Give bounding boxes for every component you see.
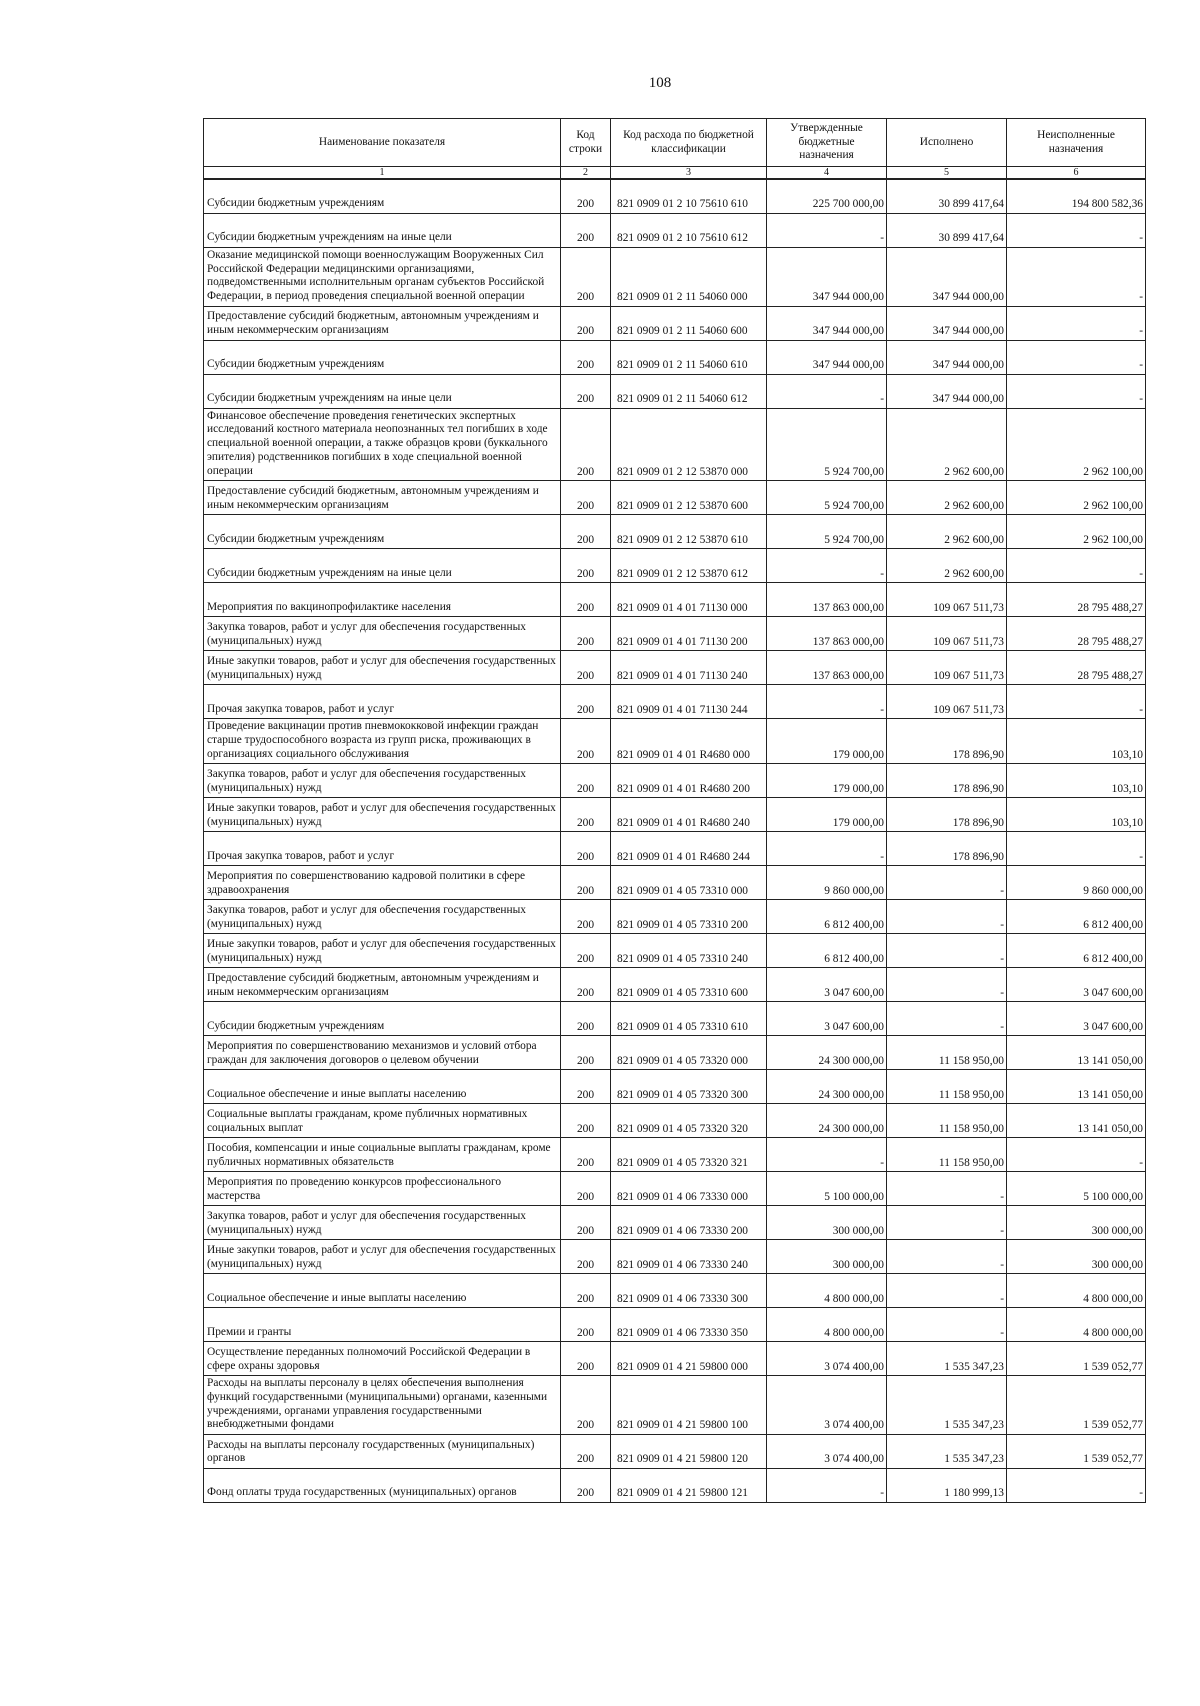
row-executed: 109 067 511,73 [887, 685, 1007, 719]
row-approved: - [767, 214, 887, 248]
row-code: 200 [561, 685, 611, 719]
row-kbk: 821 0909 01 4 01 71130 240 [611, 651, 767, 685]
table-row [204, 719, 1146, 764]
row-executed: 2 962 600,00 [887, 515, 1007, 549]
table-row [204, 408, 1146, 480]
row-approved: 3 074 400,00 [767, 1435, 887, 1469]
row-executed: 178 896,90 [887, 719, 1007, 764]
table-row [204, 1206, 1146, 1240]
row-name: Финансовое обеспечение проведения генетических экспертных исследований костного материала неопознанных тел погибших в ходе специальной военной операции, а также образцов крови (буккального эпителия) родственников погибших в ходе специальной военной операции [204, 408, 561, 480]
row-kbk: 821 0909 01 4 05 73320 320 [611, 1104, 767, 1138]
row-executed: 11 158 950,00 [887, 1036, 1007, 1070]
row-name: Предоставление субсидий бюджетным, автономным учреждениям и иным некоммерческим организациям [204, 481, 561, 515]
table-row [204, 685, 1146, 719]
row-executed: 30 899 417,64 [887, 179, 1007, 214]
row-unexecuted: 28 795 488,27 [1007, 583, 1146, 617]
row-unexecuted: 2 962 100,00 [1007, 515, 1146, 549]
table-row [204, 968, 1146, 1002]
row-code: 200 [561, 1469, 611, 1503]
row-unexecuted: 13 141 050,00 [1007, 1036, 1146, 1070]
row-unexecuted: 103,10 [1007, 719, 1146, 764]
table-row [204, 515, 1146, 549]
table-row [204, 1435, 1146, 1469]
row-approved: 6 812 400,00 [767, 934, 887, 968]
row-unexecuted: 1 539 052,77 [1007, 1342, 1146, 1376]
header-code: Код строки [561, 119, 611, 167]
column-number: 2 [561, 167, 611, 180]
row-kbk: 821 0909 01 2 12 53870 612 [611, 549, 767, 583]
row-executed: - [887, 866, 1007, 900]
row-approved: 179 000,00 [767, 764, 887, 798]
row-code: 200 [561, 1002, 611, 1036]
row-name: Фонд оплаты труда государственных (муниципальных) органов [204, 1469, 561, 1503]
table-row [204, 1308, 1146, 1342]
row-executed: 347 944 000,00 [887, 340, 1007, 374]
row-unexecuted: - [1007, 248, 1146, 307]
row-name: Субсидии бюджетным учреждениям на иные цели [204, 214, 561, 248]
row-code: 200 [561, 214, 611, 248]
table-row [204, 1138, 1146, 1172]
row-unexecuted: 4 800 000,00 [1007, 1308, 1146, 1342]
row-name: Социальное обеспечение и иные выплаты населению [204, 1274, 561, 1308]
row-code: 200 [561, 617, 611, 651]
row-code: 200 [561, 934, 611, 968]
row-kbk: 821 0909 01 4 05 73310 240 [611, 934, 767, 968]
row-name: Иные закупки товаров, работ и услуг для обеспечения государственных (муниципальных) нужд [204, 934, 561, 968]
row-code: 200 [561, 1104, 611, 1138]
table-row [204, 1274, 1146, 1308]
header-approved: Утвержденные бюджетные назначения [767, 119, 887, 167]
row-code: 200 [561, 1172, 611, 1206]
row-code: 200 [561, 408, 611, 480]
row-name: Закупка товаров, работ и услуг для обеспечения государственных (муниципальных) нужд [204, 1206, 561, 1240]
table-row [204, 1240, 1146, 1274]
row-kbk: 821 0909 01 4 01 R4680 000 [611, 719, 767, 764]
row-approved: 179 000,00 [767, 719, 887, 764]
row-unexecuted: 300 000,00 [1007, 1240, 1146, 1274]
row-executed: 109 067 511,73 [887, 583, 1007, 617]
row-code: 200 [561, 515, 611, 549]
row-unexecuted: 1 539 052,77 [1007, 1376, 1146, 1435]
row-name: Субсидии бюджетным учреждениям на иные цели [204, 549, 561, 583]
table-row [204, 1376, 1146, 1435]
row-name: Социальные выплаты гражданам, кроме публичных нормативных социальных выплат [204, 1104, 561, 1138]
column-number: 5 [887, 167, 1007, 180]
table-row [204, 1104, 1146, 1138]
row-approved: 3 047 600,00 [767, 968, 887, 1002]
row-approved: 6 812 400,00 [767, 900, 887, 934]
column-number: 1 [204, 167, 561, 180]
row-unexecuted: - [1007, 340, 1146, 374]
row-unexecuted: 1 539 052,77 [1007, 1435, 1146, 1469]
row-unexecuted: 103,10 [1007, 798, 1146, 832]
row-name: Субсидии бюджетным учреждениям [204, 515, 561, 549]
row-unexecuted: 2 962 100,00 [1007, 481, 1146, 515]
row-name: Проведение вакцинации против пневмококковой инфекции граждан старше трудоспособного возраста из групп риска, проживающих в организациях социального обслуживания [204, 719, 561, 764]
row-executed: - [887, 934, 1007, 968]
row-unexecuted: 194 800 582,36 [1007, 179, 1146, 214]
table-row [204, 549, 1146, 583]
row-code: 200 [561, 1435, 611, 1469]
row-executed: 11 158 950,00 [887, 1070, 1007, 1104]
row-name: Иные закупки товаров, работ и услуг для обеспечения государственных (муниципальных) нужд [204, 1240, 561, 1274]
table-row [204, 798, 1146, 832]
row-approved: 4 800 000,00 [767, 1308, 887, 1342]
row-kbk: 821 0909 01 2 12 53870 600 [611, 481, 767, 515]
row-unexecuted: 28 795 488,27 [1007, 617, 1146, 651]
row-approved: - [767, 832, 887, 866]
row-approved: - [767, 685, 887, 719]
row-code: 200 [561, 1070, 611, 1104]
row-executed: 178 896,90 [887, 832, 1007, 866]
row-code: 200 [561, 1206, 611, 1240]
row-kbk: 821 0909 01 4 05 73310 600 [611, 968, 767, 1002]
row-name: Мероприятия по вакцинопрофилактике населения [204, 583, 561, 617]
row-name: Расходы на выплаты персоналу в целях обеспечения выполнения функций государственными (муниципальными) органами, казенными учреждениями, органами управления государственными внебюджетными фондами [204, 1376, 561, 1435]
budget-execution-table [203, 118, 1146, 1503]
row-approved: 137 863 000,00 [767, 617, 887, 651]
row-kbk: 821 0909 01 4 21 59800 121 [611, 1469, 767, 1503]
table-row [204, 1469, 1146, 1503]
row-approved: 137 863 000,00 [767, 651, 887, 685]
row-executed: - [887, 968, 1007, 1002]
row-code: 200 [561, 1376, 611, 1435]
row-unexecuted: 4 800 000,00 [1007, 1274, 1146, 1308]
row-executed: 30 899 417,64 [887, 214, 1007, 248]
row-unexecuted: 3 047 600,00 [1007, 1002, 1146, 1036]
row-executed: - [887, 900, 1007, 934]
row-unexecuted: - [1007, 1138, 1146, 1172]
table-row [204, 374, 1146, 408]
row-kbk: 821 0909 01 4 05 73310 610 [611, 1002, 767, 1036]
row-code: 200 [561, 832, 611, 866]
row-name: Субсидии бюджетным учреждениям [204, 340, 561, 374]
table-row [204, 248, 1146, 307]
row-executed: 178 896,90 [887, 764, 1007, 798]
row-kbk: 821 0909 01 4 05 73320 000 [611, 1036, 767, 1070]
row-kbk: 821 0909 01 2 12 53870 000 [611, 408, 767, 480]
row-kbk: 821 0909 01 4 06 73330 240 [611, 1240, 767, 1274]
table-row [204, 617, 1146, 651]
table-row [204, 583, 1146, 617]
row-code: 200 [561, 798, 611, 832]
row-unexecuted: 6 812 400,00 [1007, 900, 1146, 934]
row-name: Предоставление субсидий бюджетным, автономным учреждениям и иным некоммерческим организациям [204, 306, 561, 340]
row-name: Субсидии бюджетным учреждениям [204, 1002, 561, 1036]
row-name: Закупка товаров, работ и услуг для обеспечения государственных (муниципальных) нужд [204, 617, 561, 651]
row-approved: 3 074 400,00 [767, 1376, 887, 1435]
table-row [204, 1172, 1146, 1206]
table-row [204, 179, 1146, 214]
row-name: Закупка товаров, работ и услуг для обеспечения государственных (муниципальных) нужд [204, 900, 561, 934]
row-executed: 2 962 600,00 [887, 408, 1007, 480]
row-unexecuted: 9 860 000,00 [1007, 866, 1146, 900]
row-executed: 1 180 999,13 [887, 1469, 1007, 1503]
row-name: Пособия, компенсации и иные социальные выплаты гражданам, кроме публичных нормативных обязательств [204, 1138, 561, 1172]
row-kbk: 821 0909 01 2 11 54060 610 [611, 340, 767, 374]
row-approved: 4 800 000,00 [767, 1274, 887, 1308]
row-approved: 3 047 600,00 [767, 1002, 887, 1036]
row-kbk: 821 0909 01 2 10 75610 612 [611, 214, 767, 248]
row-kbk: 821 0909 01 4 21 59800 120 [611, 1435, 767, 1469]
row-approved: 179 000,00 [767, 798, 887, 832]
row-kbk: 821 0909 01 4 05 73310 200 [611, 900, 767, 934]
row-unexecuted: 13 141 050,00 [1007, 1070, 1146, 1104]
row-executed: 109 067 511,73 [887, 617, 1007, 651]
row-executed: 347 944 000,00 [887, 248, 1007, 307]
row-unexecuted: - [1007, 306, 1146, 340]
row-unexecuted: 28 795 488,27 [1007, 651, 1146, 685]
row-kbk: 821 0909 01 2 10 75610 610 [611, 179, 767, 214]
table-row [204, 832, 1146, 866]
row-kbk: 821 0909 01 4 21 59800 000 [611, 1342, 767, 1376]
header-unexecuted: Неисполненные назначения [1007, 119, 1146, 167]
header-kbk: Код расхода по бюджетной классификации [611, 119, 767, 167]
row-kbk: 821 0909 01 4 01 71130 244 [611, 685, 767, 719]
row-executed: 11 158 950,00 [887, 1104, 1007, 1138]
row-name: Предоставление субсидий бюджетным, автономным учреждениям и иным некоммерческим организациям [204, 968, 561, 1002]
row-code: 200 [561, 719, 611, 764]
column-number: 4 [767, 167, 887, 180]
row-name: Прочая закупка товаров, работ и услуг [204, 832, 561, 866]
table-row [204, 340, 1146, 374]
row-code: 200 [561, 248, 611, 307]
table-row [204, 900, 1146, 934]
row-approved: 24 300 000,00 [767, 1070, 887, 1104]
row-name: Социальное обеспечение и иные выплаты населению [204, 1070, 561, 1104]
column-number: 3 [611, 167, 767, 180]
row-code: 200 [561, 306, 611, 340]
row-unexecuted: 6 812 400,00 [1007, 934, 1146, 968]
row-kbk: 821 0909 01 4 21 59800 100 [611, 1376, 767, 1435]
table-body [204, 179, 1146, 1503]
row-unexecuted: - [1007, 832, 1146, 866]
row-code: 200 [561, 1036, 611, 1070]
row-name: Мероприятия по совершенствованию механизмов и условий отбора граждан для заключения договоров о целевом обучении [204, 1036, 561, 1070]
row-kbk: 821 0909 01 2 11 54060 600 [611, 306, 767, 340]
row-executed: - [887, 1172, 1007, 1206]
row-unexecuted: - [1007, 214, 1146, 248]
row-executed: - [887, 1274, 1007, 1308]
row-code: 200 [561, 1342, 611, 1376]
row-unexecuted: - [1007, 1469, 1146, 1503]
row-name: Расходы на выплаты персоналу государственных (муниципальных) органов [204, 1435, 561, 1469]
row-name: Мероприятия по проведению конкурсов профессионального мастерства [204, 1172, 561, 1206]
row-approved: - [767, 1469, 887, 1503]
row-unexecuted: 2 962 100,00 [1007, 408, 1146, 480]
row-kbk: 821 0909 01 4 01 71130 000 [611, 583, 767, 617]
row-name: Мероприятия по совершенствованию кадровой политики в сфере здравоохранения [204, 866, 561, 900]
row-executed: 347 944 000,00 [887, 306, 1007, 340]
row-executed: - [887, 1308, 1007, 1342]
row-approved: 9 860 000,00 [767, 866, 887, 900]
row-unexecuted: - [1007, 374, 1146, 408]
row-executed: 1 535 347,23 [887, 1342, 1007, 1376]
row-kbk: 821 0909 01 4 01 71130 200 [611, 617, 767, 651]
row-kbk: 821 0909 01 4 06 73330 200 [611, 1206, 767, 1240]
row-code: 200 [561, 549, 611, 583]
row-unexecuted: - [1007, 549, 1146, 583]
row-approved: 5 924 700,00 [767, 408, 887, 480]
row-executed: 11 158 950,00 [887, 1138, 1007, 1172]
row-name: Субсидии бюджетным учреждениям [204, 179, 561, 214]
row-executed: - [887, 1002, 1007, 1036]
row-name: Оказание медицинской помощи военнослужащим Вооруженных Сил Российской Федерации медицинскими организациями, подведомственными исполнительным органам субъектов Российской Федерации, в период проведения специальной военной операции [204, 248, 561, 307]
row-approved: - [767, 374, 887, 408]
table-row [204, 651, 1146, 685]
row-executed: - [887, 1206, 1007, 1240]
row-approved: - [767, 549, 887, 583]
table-header-row [204, 119, 1146, 167]
row-code: 200 [561, 481, 611, 515]
row-approved: 5 100 000,00 [767, 1172, 887, 1206]
row-kbk: 821 0909 01 4 05 73320 321 [611, 1138, 767, 1172]
row-kbk: 821 0909 01 4 06 73330 350 [611, 1308, 767, 1342]
row-code: 200 [561, 1138, 611, 1172]
row-approved: 300 000,00 [767, 1240, 887, 1274]
row-kbk: 821 0909 01 4 05 73310 000 [611, 866, 767, 900]
row-approved: 347 944 000,00 [767, 248, 887, 307]
table-row [204, 481, 1146, 515]
row-code: 200 [561, 374, 611, 408]
row-unexecuted: 13 141 050,00 [1007, 1104, 1146, 1138]
row-code: 200 [561, 651, 611, 685]
row-code: 200 [561, 340, 611, 374]
row-executed: 109 067 511,73 [887, 651, 1007, 685]
table-row [204, 1036, 1146, 1070]
row-name: Осуществление переданных полномочий Российской Федерации в сфере охраны здоровья [204, 1342, 561, 1376]
row-name: Прочая закупка товаров, работ и услуг [204, 685, 561, 719]
table-row [204, 764, 1146, 798]
row-name: Закупка товаров, работ и услуг для обеспечения государственных (муниципальных) нужд [204, 764, 561, 798]
row-kbk: 821 0909 01 4 05 73320 300 [611, 1070, 767, 1104]
row-executed: 2 962 600,00 [887, 549, 1007, 583]
table-row [204, 214, 1146, 248]
table-row [204, 866, 1146, 900]
column-number-row [204, 167, 1146, 180]
row-approved: 5 924 700,00 [767, 515, 887, 549]
row-approved: 24 300 000,00 [767, 1104, 887, 1138]
row-approved: 300 000,00 [767, 1206, 887, 1240]
row-approved: 347 944 000,00 [767, 306, 887, 340]
row-kbk: 821 0909 01 4 06 73330 000 [611, 1172, 767, 1206]
row-approved: 24 300 000,00 [767, 1036, 887, 1070]
row-approved: 5 924 700,00 [767, 481, 887, 515]
row-name: Премии и гранты [204, 1308, 561, 1342]
row-executed: 178 896,90 [887, 798, 1007, 832]
row-code: 200 [561, 764, 611, 798]
header-name: Наименование показателя [204, 119, 561, 167]
row-kbk: 821 0909 01 2 12 53870 610 [611, 515, 767, 549]
row-unexecuted: 3 047 600,00 [1007, 968, 1146, 1002]
row-approved: 3 074 400,00 [767, 1342, 887, 1376]
table-row [204, 934, 1146, 968]
row-kbk: 821 0909 01 2 11 54060 612 [611, 374, 767, 408]
row-name: Субсидии бюджетным учреждениям на иные цели [204, 374, 561, 408]
row-code: 200 [561, 1274, 611, 1308]
row-code: 200 [561, 1308, 611, 1342]
row-executed: 347 944 000,00 [887, 374, 1007, 408]
row-executed: 1 535 347,23 [887, 1376, 1007, 1435]
row-unexecuted: - [1007, 685, 1146, 719]
table-row [204, 1342, 1146, 1376]
row-code: 200 [561, 968, 611, 1002]
row-executed: 2 962 600,00 [887, 481, 1007, 515]
table-row [204, 1070, 1146, 1104]
row-approved: 137 863 000,00 [767, 583, 887, 617]
header-executed: Исполнено [887, 119, 1007, 167]
row-code: 200 [561, 179, 611, 214]
page-number: 108 [648, 75, 672, 91]
row-code: 200 [561, 583, 611, 617]
row-executed: 1 535 347,23 [887, 1435, 1007, 1469]
row-unexecuted: 300 000,00 [1007, 1206, 1146, 1240]
row-unexecuted: 103,10 [1007, 764, 1146, 798]
row-code: 200 [561, 866, 611, 900]
row-code: 200 [561, 1240, 611, 1274]
row-executed: - [887, 1240, 1007, 1274]
row-approved: - [767, 1138, 887, 1172]
row-kbk: 821 0909 01 4 01 R4680 244 [611, 832, 767, 866]
row-kbk: 821 0909 01 4 01 R4680 240 [611, 798, 767, 832]
row-kbk: 821 0909 01 4 01 R4680 200 [611, 764, 767, 798]
row-kbk: 821 0909 01 2 11 54060 000 [611, 248, 767, 307]
column-number: 6 [1007, 167, 1146, 180]
row-unexecuted: 5 100 000,00 [1007, 1172, 1146, 1206]
row-name: Иные закупки товаров, работ и услуг для обеспечения государственных (муниципальных) нужд [204, 651, 561, 685]
table-row [204, 1002, 1146, 1036]
row-approved: 347 944 000,00 [767, 340, 887, 374]
table-row [204, 306, 1146, 340]
row-name: Иные закупки товаров, работ и услуг для обеспечения государственных (муниципальных) нужд [204, 798, 561, 832]
row-approved: 225 700 000,00 [767, 179, 887, 214]
row-kbk: 821 0909 01 4 06 73330 300 [611, 1274, 767, 1308]
row-code: 200 [561, 900, 611, 934]
